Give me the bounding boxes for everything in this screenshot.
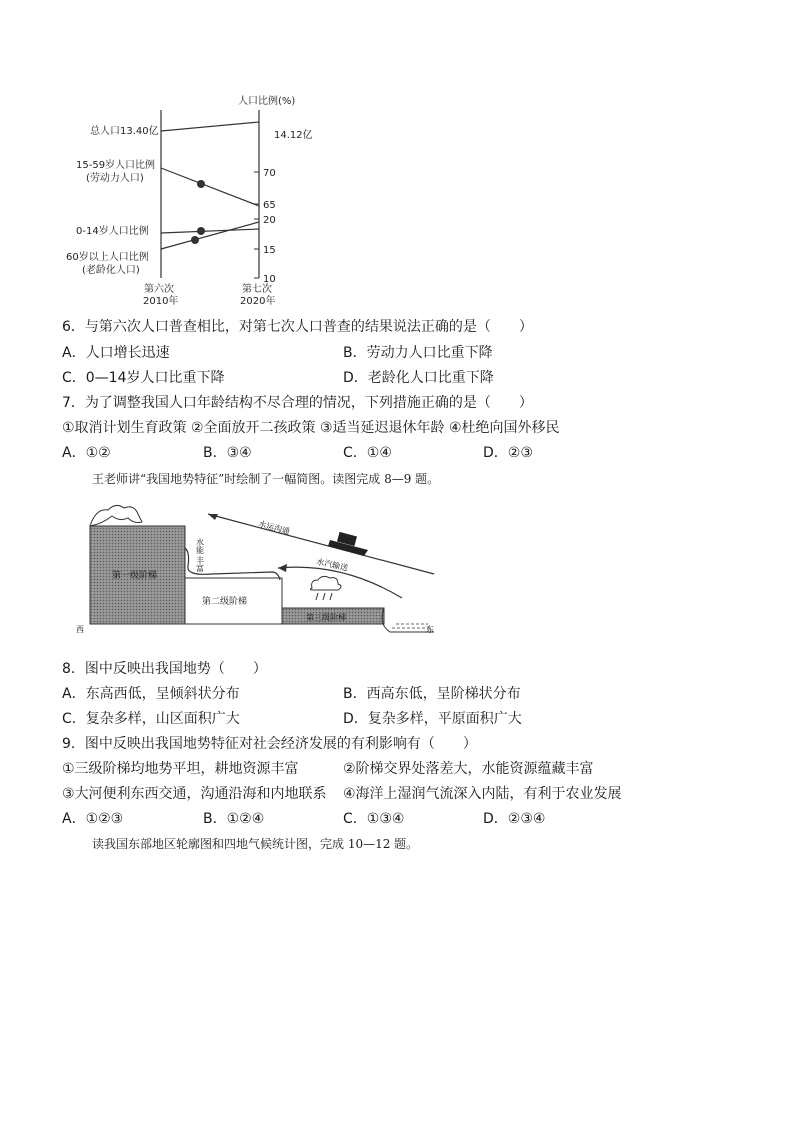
q8-option-d[interactable]: D．复杂多样，平原面积广大 (343, 711, 522, 727)
total-right-label: 14.12亿 (274, 130, 313, 141)
river-transport-label: 水运沟通 (257, 519, 291, 537)
labor-label-2: (劳动力人口) (86, 173, 144, 184)
q7-items: ①取消计划生育政策 ②全面放开二孩政策 ③适当延迟退休年龄 ④杜绝向国外移民 (62, 420, 560, 436)
q6-option-d[interactable]: D．老龄化人口比重下降 (343, 370, 494, 386)
q6-option-c[interactable]: C．0—14岁人口比重下降 (62, 370, 225, 386)
elder-label-1: 60岁以上人口比例 (66, 252, 149, 263)
point-labor-mid (197, 180, 205, 188)
q8-option-a[interactable]: A．东高西低，呈倾斜状分布 (62, 686, 240, 702)
q9-option-d[interactable]: D．②③④ (483, 811, 546, 827)
x-left-label-1: 第六次 (144, 284, 174, 295)
series-child-line (161, 229, 259, 233)
elder-label-2: (老龄化人口) (82, 265, 140, 276)
labor-label-1: 15-59岁人口比例 (76, 160, 156, 171)
q8-option-b[interactable]: B．西高东低，呈阶梯状分布 (343, 686, 521, 702)
q9-option-b[interactable]: B．①②④ (203, 811, 265, 827)
step-3-label: 第三级阶梯 (306, 613, 346, 622)
cloud-icon (310, 576, 341, 590)
q7-stem: 7．为了调整我国人口年龄结构不尽合理的情况，下列措施正确的是（ ） (62, 395, 533, 411)
tick-15: 15 (263, 245, 276, 256)
q9-item-1: ①三级阶梯均地势平坦，耕地资源丰富 (62, 761, 299, 777)
step-2-label: 第二级阶梯 (202, 597, 248, 607)
x-right-label-1: 第七次 (242, 284, 272, 295)
x-right-label-2: 2020年 (240, 296, 276, 307)
child-label: 0-14岁人口比例 (76, 226, 149, 237)
q9-item-4: ④海洋上湿润气流深入内陆，有利于农业发展 (343, 786, 622, 802)
water-power-label-1: 水能 (195, 538, 205, 554)
q9-stem: 9．图中反映出我国地势特征对社会经济发展的有利影响有（ ） (62, 736, 477, 752)
west-label: 西 (76, 625, 84, 634)
point-elder-mid (191, 236, 199, 244)
east-label: 东 (426, 625, 434, 634)
tick-65: 65 (263, 200, 276, 211)
q8-option-c[interactable]: C．复杂多样，山区面积广大 (62, 711, 240, 727)
terrain-diagram (72, 500, 452, 640)
q8-stem: 8．图中反映出我国地势（ ） (62, 661, 267, 677)
intro-8-9: 王老师讲“我国地势特征”时绘制了一幅简图。读图完成 8—9 题。 (92, 472, 440, 486)
q9-item-3: ③大河便利东西交通，沟通沿海和内地联系 (62, 786, 327, 802)
vapor-transport-label: 水汽输送 (315, 557, 349, 573)
x-left-label-2: 2010年 (143, 296, 179, 307)
tick-20: 20 (263, 215, 276, 226)
population-chart (60, 88, 313, 313)
q9-option-a[interactable]: A．①②③ (62, 811, 124, 827)
q7-option-c[interactable]: C．①④ (343, 445, 392, 461)
tick-10: 10 (263, 274, 276, 285)
y-axis-label: 人口比例(%) (238, 96, 296, 107)
ship-icon (328, 532, 368, 556)
series-labor-line (161, 168, 259, 206)
q6-option-b[interactable]: B．劳动力人口比重下降 (343, 345, 493, 361)
q6-stem: 6．与第六次人口普查相比，对第七次人口普查的结果说法正确的是（ ） (62, 319, 533, 335)
q6-option-a[interactable]: A．人口增长迅速 (62, 345, 170, 361)
total-left-label: 总人口13.40亿 (90, 126, 159, 137)
series-total-line (161, 122, 259, 131)
q7-option-a[interactable]: A．①② (62, 445, 111, 461)
series-elder-line (161, 222, 259, 249)
q7-option-b[interactable]: B．③④ (203, 445, 252, 461)
vapor-arrow (278, 567, 402, 598)
water-power-label-2: 丰富 (195, 556, 205, 572)
snow-peak (90, 505, 142, 526)
q9-option-c[interactable]: C．①③④ (343, 811, 405, 827)
tick-70: 70 (263, 168, 276, 179)
step-1-label: 第一级阶梯 (112, 571, 158, 581)
q7-option-d[interactable]: D．②③ (483, 445, 533, 461)
q9-item-2: ②阶梯交界处落差大，水能资源蕴藏丰富 (343, 761, 594, 777)
intro-10-12: 读我国东部地区轮廓图和四地气候统计图，完成 10—12 题。 (92, 837, 419, 851)
point-child-mid (197, 227, 205, 235)
